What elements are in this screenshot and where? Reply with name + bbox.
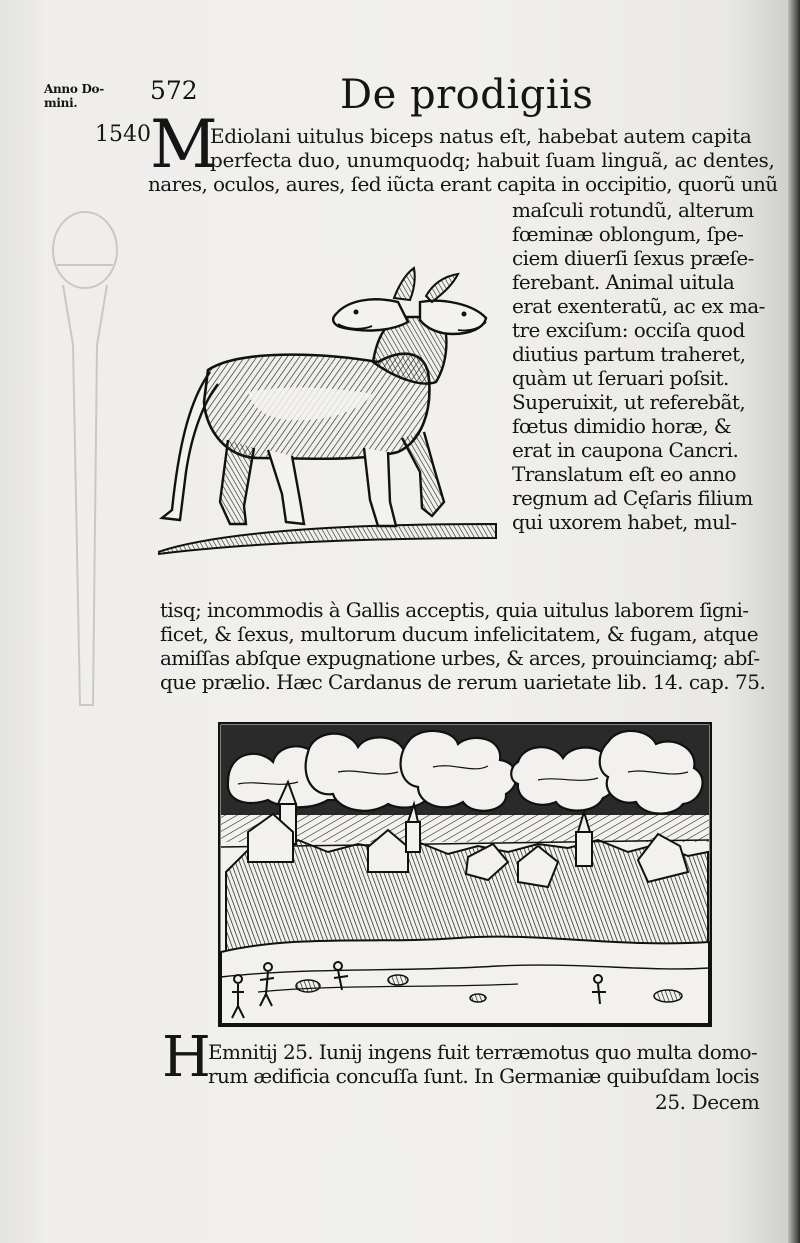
text-line: ficet, & ſexus, multorum ducum infelicitatem, & fugam, atque — [160, 622, 759, 646]
text-line: nares, oculos, aures, ſed iũcta erant capita in occipitio, quorũ unũ — [148, 172, 778, 196]
text-line: rum ædificia concuſſa ſunt. In Germaniæ quibuſdam locis — [208, 1064, 759, 1088]
text-line: ciem diuerſi ſexus præſe- — [512, 246, 754, 270]
margin-note-anno-domini: Anno Do- mini. — [44, 82, 104, 110]
year-marker: 1540 — [95, 122, 151, 147]
text-line: tre exciſum: occiſa quod — [512, 318, 745, 342]
text-line: ferebant. Animal uitula — [512, 270, 735, 294]
text-line: Superuixit, ut referebãt, — [512, 390, 746, 414]
book-gutter-edge — [788, 0, 800, 1243]
catchword: 25. Decem — [655, 1090, 760, 1114]
text-line: erat exenteratũ, ac ex ma- — [512, 294, 765, 318]
text-line: diutius partum traheret, — [512, 342, 746, 366]
text-line: tisq; incommodis à Gallis acceptis, quia uitulus laborem ſigni- — [160, 598, 749, 622]
text-line: Emnitij 25. Iunij ingens fuit terræmotus quo multa domo- — [208, 1040, 758, 1064]
running-head: De prodigiis — [340, 72, 594, 118]
text-line: erat in caupona Cancri. — [512, 438, 739, 462]
show-through-ghost — [45, 205, 135, 725]
page-number: 572 — [150, 76, 198, 105]
text-line: que prælio. Hæc Cardanus de rerum uarietate lib. 14. cap. 75. — [160, 670, 766, 694]
text-line: qui uxorem habet, mul- — [512, 510, 737, 534]
earthquake-town-woodcut — [218, 722, 712, 1027]
drop-cap-h: H — [162, 1025, 211, 1090]
text-line: regnum ad Cęſaris filium — [512, 486, 753, 510]
text-line: fœtus dimidio horæ, & — [512, 414, 732, 438]
drop-cap-m: M — [150, 106, 218, 183]
text-line: Ediolani uitulus biceps natus eſt, habebat autem capita — [210, 124, 752, 148]
text-line: quàm ut ſeruari poſsit. — [512, 366, 729, 390]
text-line: perfecta duo, unumquodq; habuit ſuam linguã, ac dentes, — [210, 148, 775, 172]
text-line: Translatum eſt eo anno — [512, 462, 737, 486]
text-line: amiſſas abſque expugnatione urbes, & arces, prouinciamq; abſ- — [160, 646, 760, 670]
text-line: maſculi rotundũ, alterum — [512, 198, 754, 222]
two-headed-calf-woodcut — [158, 262, 498, 557]
text-line: fœminæ oblongum, ſpe- — [512, 222, 744, 246]
